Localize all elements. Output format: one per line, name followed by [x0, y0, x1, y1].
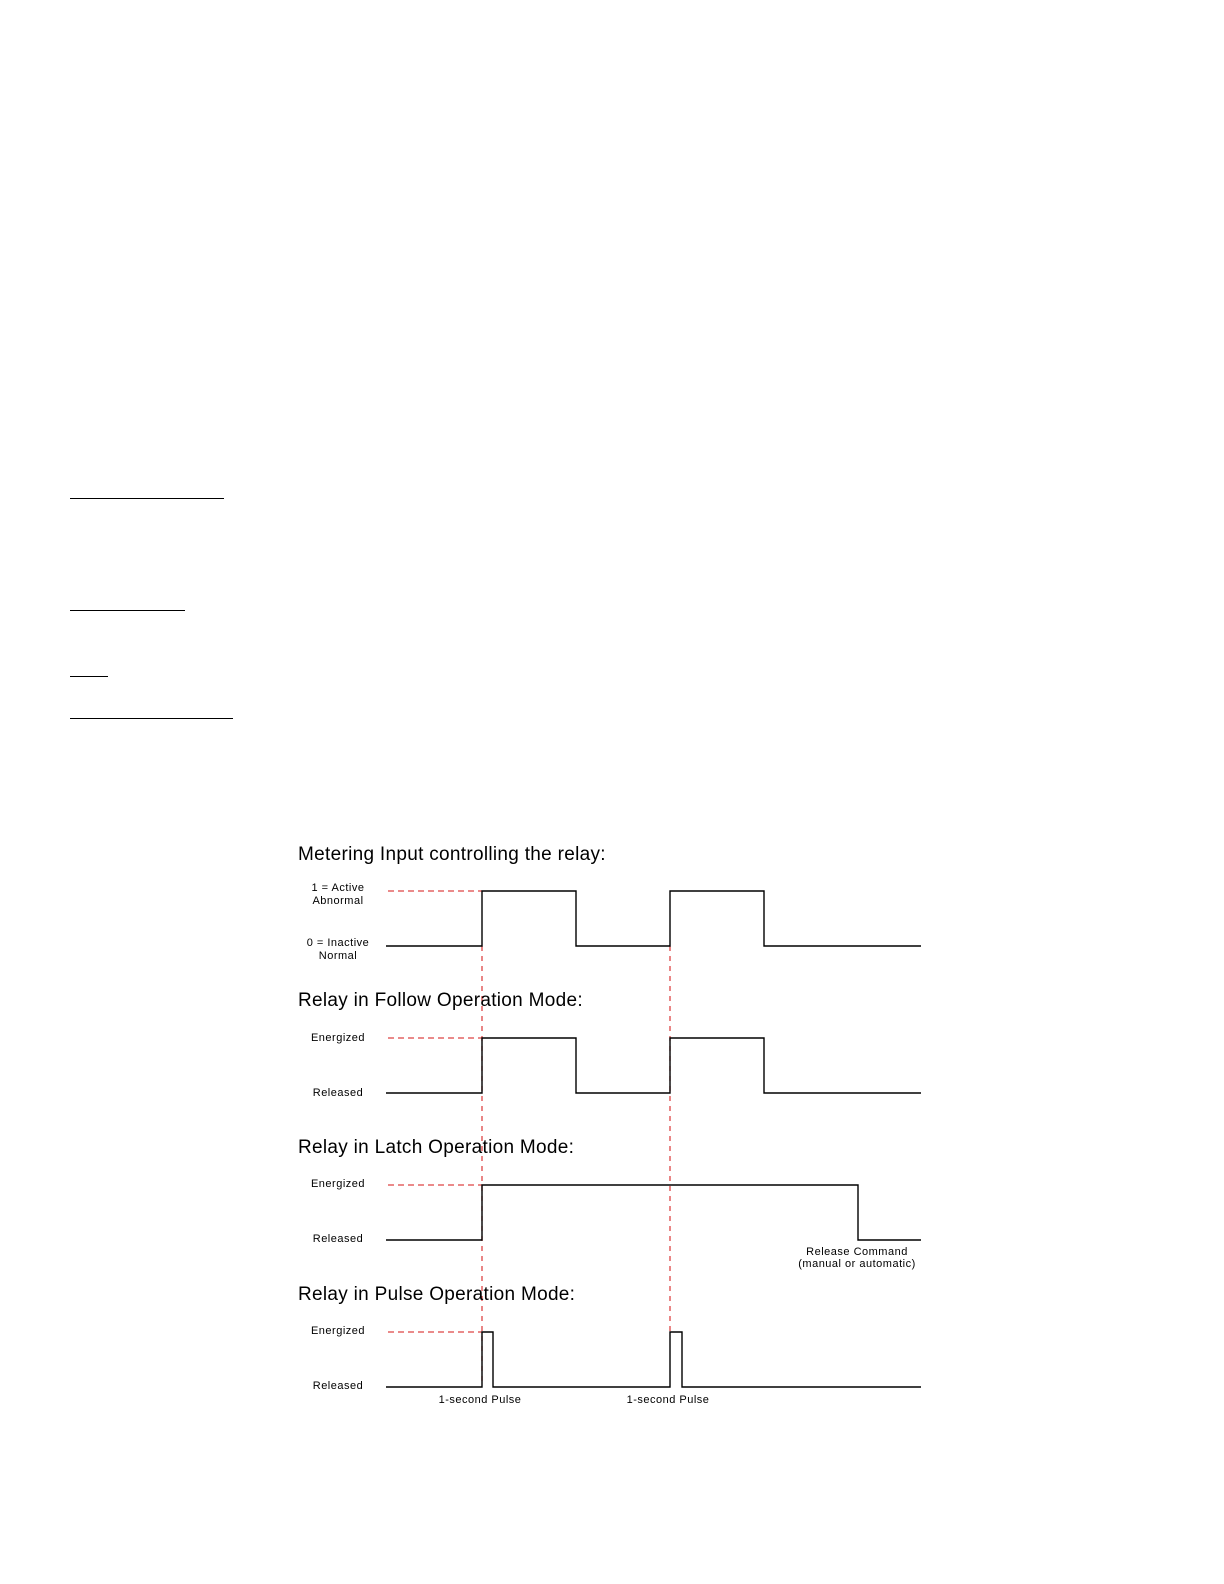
released-label: Released — [312, 1380, 364, 1392]
panel-title: Metering Input controlling the relay: — [298, 844, 606, 865]
energized-label: Energized — [310, 1325, 366, 1337]
pulse-mode-waveform — [386, 1332, 921, 1387]
high-level-label: 1 = Active — [311, 882, 365, 894]
metering-input-waveform — [386, 891, 921, 946]
high-level-label-sub: Abnormal — [312, 895, 364, 907]
pulse-label-1: 1-second Pulse — [438, 1394, 522, 1406]
metering-input-panel — [298, 844, 921, 962]
release-command-note: Release Command — [806, 1246, 908, 1258]
panel-title: Relay in Latch Operation Mode: — [298, 1137, 575, 1158]
panel-title: Relay in Follow Operation Mode: — [298, 990, 583, 1011]
latch-mode-waveform — [386, 1185, 921, 1240]
release-command-note-sub: (manual or automatic) — [798, 1258, 916, 1270]
follow-mode-panel — [298, 990, 921, 1099]
energized-label: Energized — [310, 1032, 366, 1044]
low-level-label: 0 = Inactive — [306, 937, 370, 949]
follow-mode-waveform — [386, 1038, 921, 1093]
pulse-label-2: 1-second Pulse — [626, 1394, 710, 1406]
pulse-mode-panel — [298, 1284, 921, 1406]
released-label: Released — [312, 1233, 364, 1245]
latch-mode-panel — [298, 1137, 921, 1270]
panel-title: Relay in Pulse Operation Mode: — [298, 1284, 576, 1305]
released-label: Released — [312, 1087, 364, 1099]
energized-label: Energized — [310, 1178, 366, 1190]
low-level-label-sub: Normal — [318, 950, 358, 962]
